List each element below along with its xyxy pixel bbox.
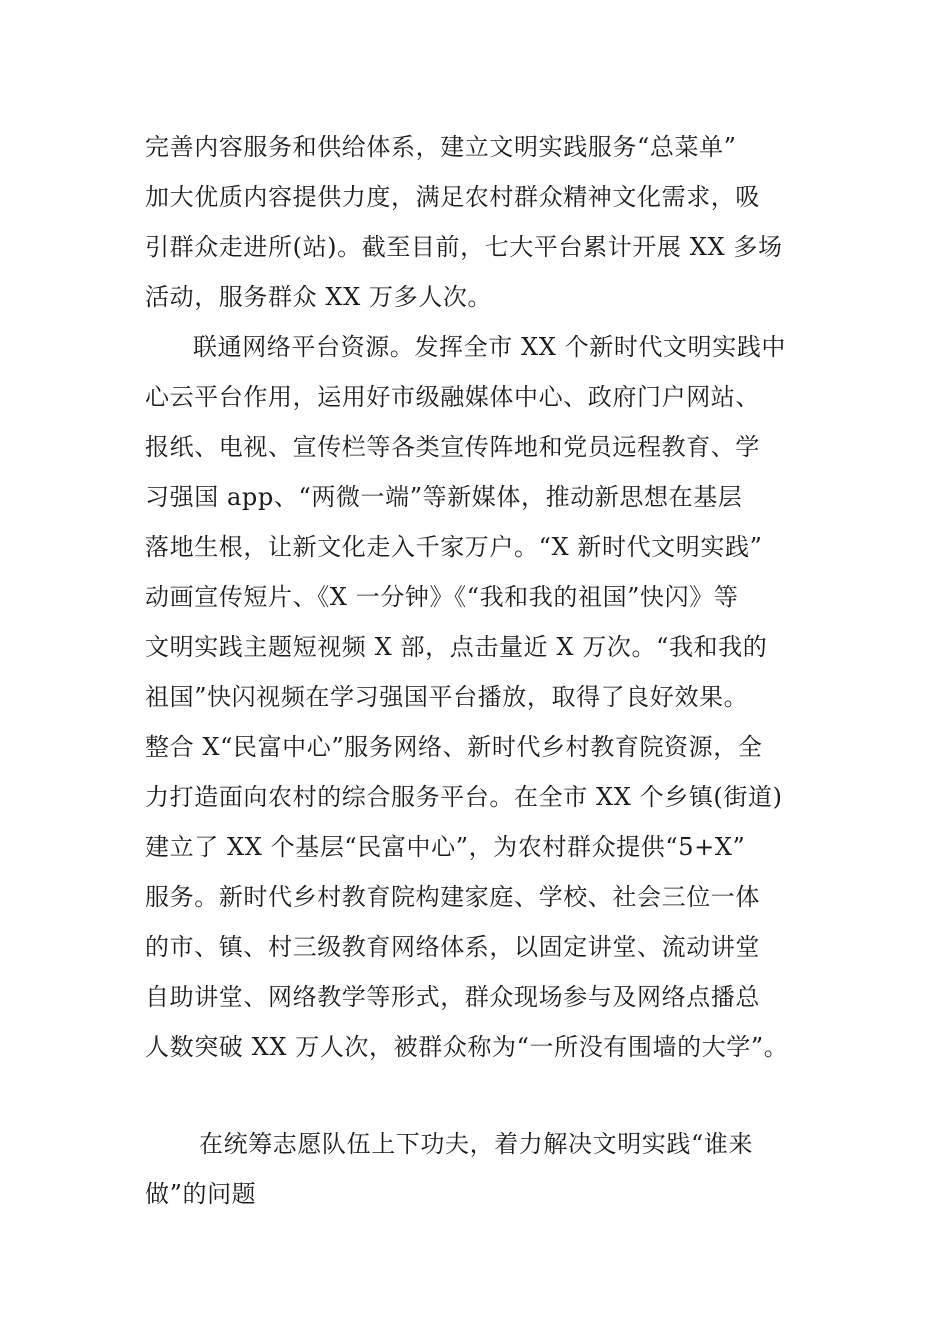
text-line: 建立了 XX 个基层“民富中心”，为农村群众提供“5+X” [145,833,746,861]
text-line: 整合 X“民富中心”服务网络、新时代乡村教育院资源，全 [145,733,763,761]
text-line: 文明实践主题短视频 X 部，点击量近 X 万次。“我和我的 [145,633,768,661]
text-line: 动画宣传短片、《X 一分钟》《“我和我的祖国”快闪》等 [145,583,739,611]
text-line: 服务。新时代乡村教育院构建家庭、学校、社会三位一体 [145,883,760,911]
text-line: 加大优质内容提供力度，满足农村群众精神文化需求，吸 [145,183,760,211]
text-line: 祖国”快闪视频在学习强国平台播放，取得了良好效果。 [145,683,749,711]
text-line: 力打造面向农村的综合服务平台。在全市 XX 个乡镇(街道) [145,783,783,811]
text-line: 的市、镇、村三级教育网络体系，以固定讲堂、流动讲堂 [145,933,760,961]
text-line: 引群众走进所(站)。截至目前，七大平台累计开展 XX 多场 [145,233,783,261]
text-line: 习强国 app、“两微一端”等新媒体，推动新思想在基层 [145,483,743,511]
section-heading-line: 在统筹志愿队伍上下功夫，着力解决文明实践“谁来 [199,1130,754,1158]
paragraph-start-line: 联通网络平台资源。发挥全市 XX 个新时代文明实践中 [193,333,787,361]
text-line: 活动，服务群众 XX 万多人次。 [145,283,493,311]
text-line: 报纸、电视、宣传栏等各类宣传阵地和党员远程教育、学 [145,433,760,461]
text-line: 落地生根，让新文化走入千家万户。“X 新时代文明实践” [145,533,763,561]
text-line: 完善内容服务和供给体系，建立文明实践服务“总菜单” [145,133,737,161]
section-heading-line: 做”的问题 [145,1180,257,1208]
text-line: 人数突破 XX 万人次，被群众称为“一所没有围墙的大学”。 [145,1033,789,1061]
text-line: 心云平台作用，运用好市级融媒体中心、政府门户网站、 [145,383,760,411]
text-line: 自助讲堂、网络教学等形式，群众现场参与及网络点播总 [145,983,760,1011]
